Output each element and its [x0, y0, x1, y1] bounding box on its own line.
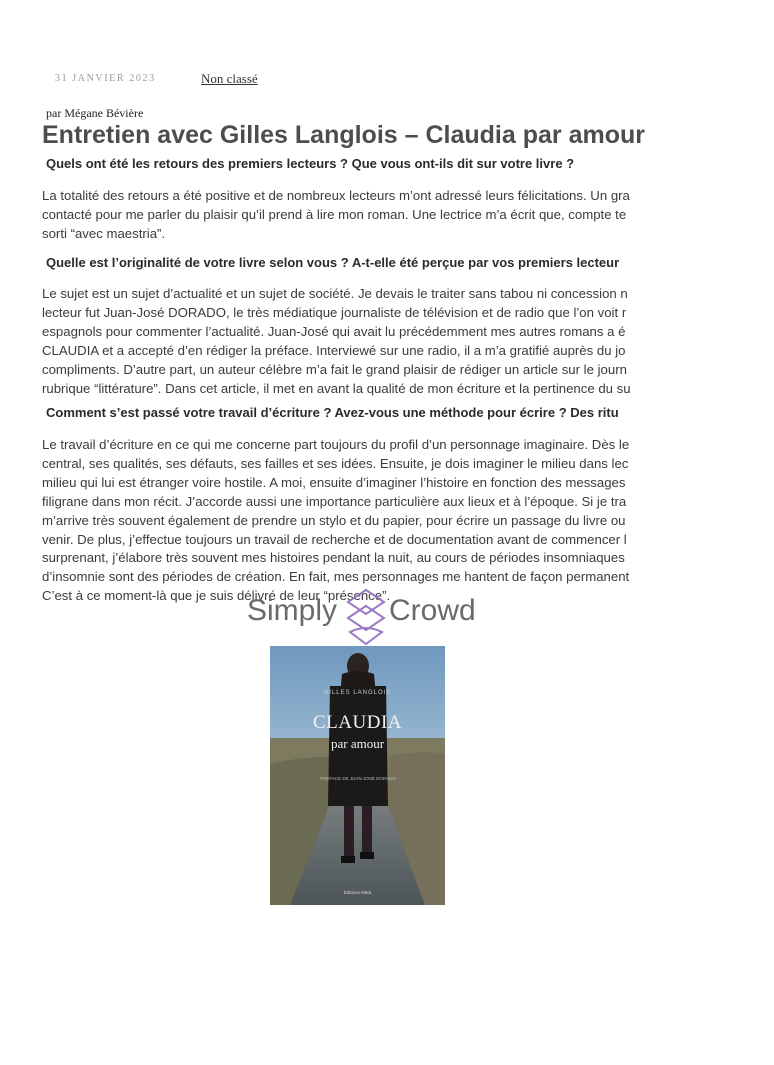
post-date: 31 JANVIER 2023	[55, 73, 156, 84]
answer-line: CLAUDIA et a accepté d’en rédiger la préface. Interviewé sur une radio, il a m’a gratifié auprès du jo	[42, 342, 626, 358]
cover-publisher: Éditions Maïa	[343, 890, 372, 895]
answer-line: C’est à ce moment-là que je suis délivré de leur “présence”.	[42, 588, 391, 604]
answer-line: venir. De plus, j’effectue toujours un travail de recherche et de documentation avant de commencer l	[42, 531, 627, 547]
answer-line: m’arrive très souvent également de prendre un stylo et du papier, pour écrire un passage du livre ou	[42, 512, 626, 528]
cover-preface: PRÉFACE DE JUAN-JOSÉ DORADO	[320, 776, 396, 781]
book-cover	[270, 646, 445, 905]
answer-line: La totalité des retours a été positive et de nombreux lecteurs m’ont adressé leurs félicitations. Un gra	[42, 188, 630, 203]
logo-word-right: Crowd	[389, 594, 476, 627]
cover-subtitle: par amour	[330, 736, 385, 751]
page-title: Entretien avec Gilles Langlois – Claudia par amour	[42, 121, 645, 149]
simplycrowd-logo	[247, 588, 487, 648]
answer-line: milieu qui lui est étranger voire hostile. A moi, ensuite d’imaginer l’histoire en fonction des messages	[42, 474, 626, 490]
answer-line: sorti “avec maestria”.	[42, 225, 166, 241]
answer-line: surprenant, j’élabore très souvent mes histoires pendant la nuit, au cours de périodes insomniaques	[42, 550, 625, 566]
answer-line: lecteur fut Juan-José DORADO, le très médiatique journaliste de télévision et de radio que l’on voit r	[42, 304, 627, 320]
answer-line: espagnols pour commenter l’actualité. Juan-José qui avait lu précédemment mes autres romans a é	[42, 323, 626, 339]
category-link[interactable]: Non classé	[201, 71, 258, 86]
answer-line: contacté pour me parler du plaisir qu’il prend à lire mon roman. Une lectrice m’a écrit que, compte te	[42, 206, 627, 222]
answer-line: compliments. D’autre part, un auteur célèbre m’a fait le grand plaisir de rédiger un article sur le journ	[42, 361, 627, 377]
question-3: Comment s’est passé votre travail d’écriture ? Avez-vous une méthode pour écrire ? Des ritu	[46, 405, 619, 420]
logo-word-left: Simply	[247, 594, 338, 627]
question-2: Quelle est l’originalité de votre livre selon vous ? A-t-elle été perçue par vos premiers lecteur	[46, 255, 620, 270]
answer-3	[42, 436, 774, 606]
answer-line: rubrique “littérature”. Dans cet article, il met en avant la qualité de mon écriture et la pertinence du su	[42, 380, 631, 396]
answer-line: Le travail d’écriture en ce qui me concerne part toujours du profil d’un personnage imaginaire. Dès le	[42, 437, 630, 452]
answer-line: filigrane dans mon récit. J’accorde aussi une importance particulière aux lieux et à l’époque. Si je tra	[42, 493, 627, 509]
crowd-mark-icon	[344, 588, 388, 648]
cover-author: GILLES LANGLOIS	[323, 690, 392, 696]
answer-line: d’insomnie sont des périodes de création. En fait, mes personnages me hantent de façon permanent	[42, 569, 630, 585]
answer-line: central, ses qualités, ses défauts, ses failles et ses idées. Ensuite, je dois imaginer le milieu dans lec	[42, 455, 629, 471]
byline: par Mégane Bévière	[46, 106, 144, 120]
answer-2	[42, 285, 774, 398]
answer-1	[42, 187, 774, 244]
question-1: Quels ont été les retours des premiers lecteurs ? Que vous ont-ils dit sur votre livre ?	[46, 156, 575, 171]
answer-line: Le sujet est un sujet d’actualité et un sujet de société. Je devais le traiter sans tabou ni concession n	[42, 286, 628, 301]
cover-title: CLAUDIA	[313, 712, 402, 733]
